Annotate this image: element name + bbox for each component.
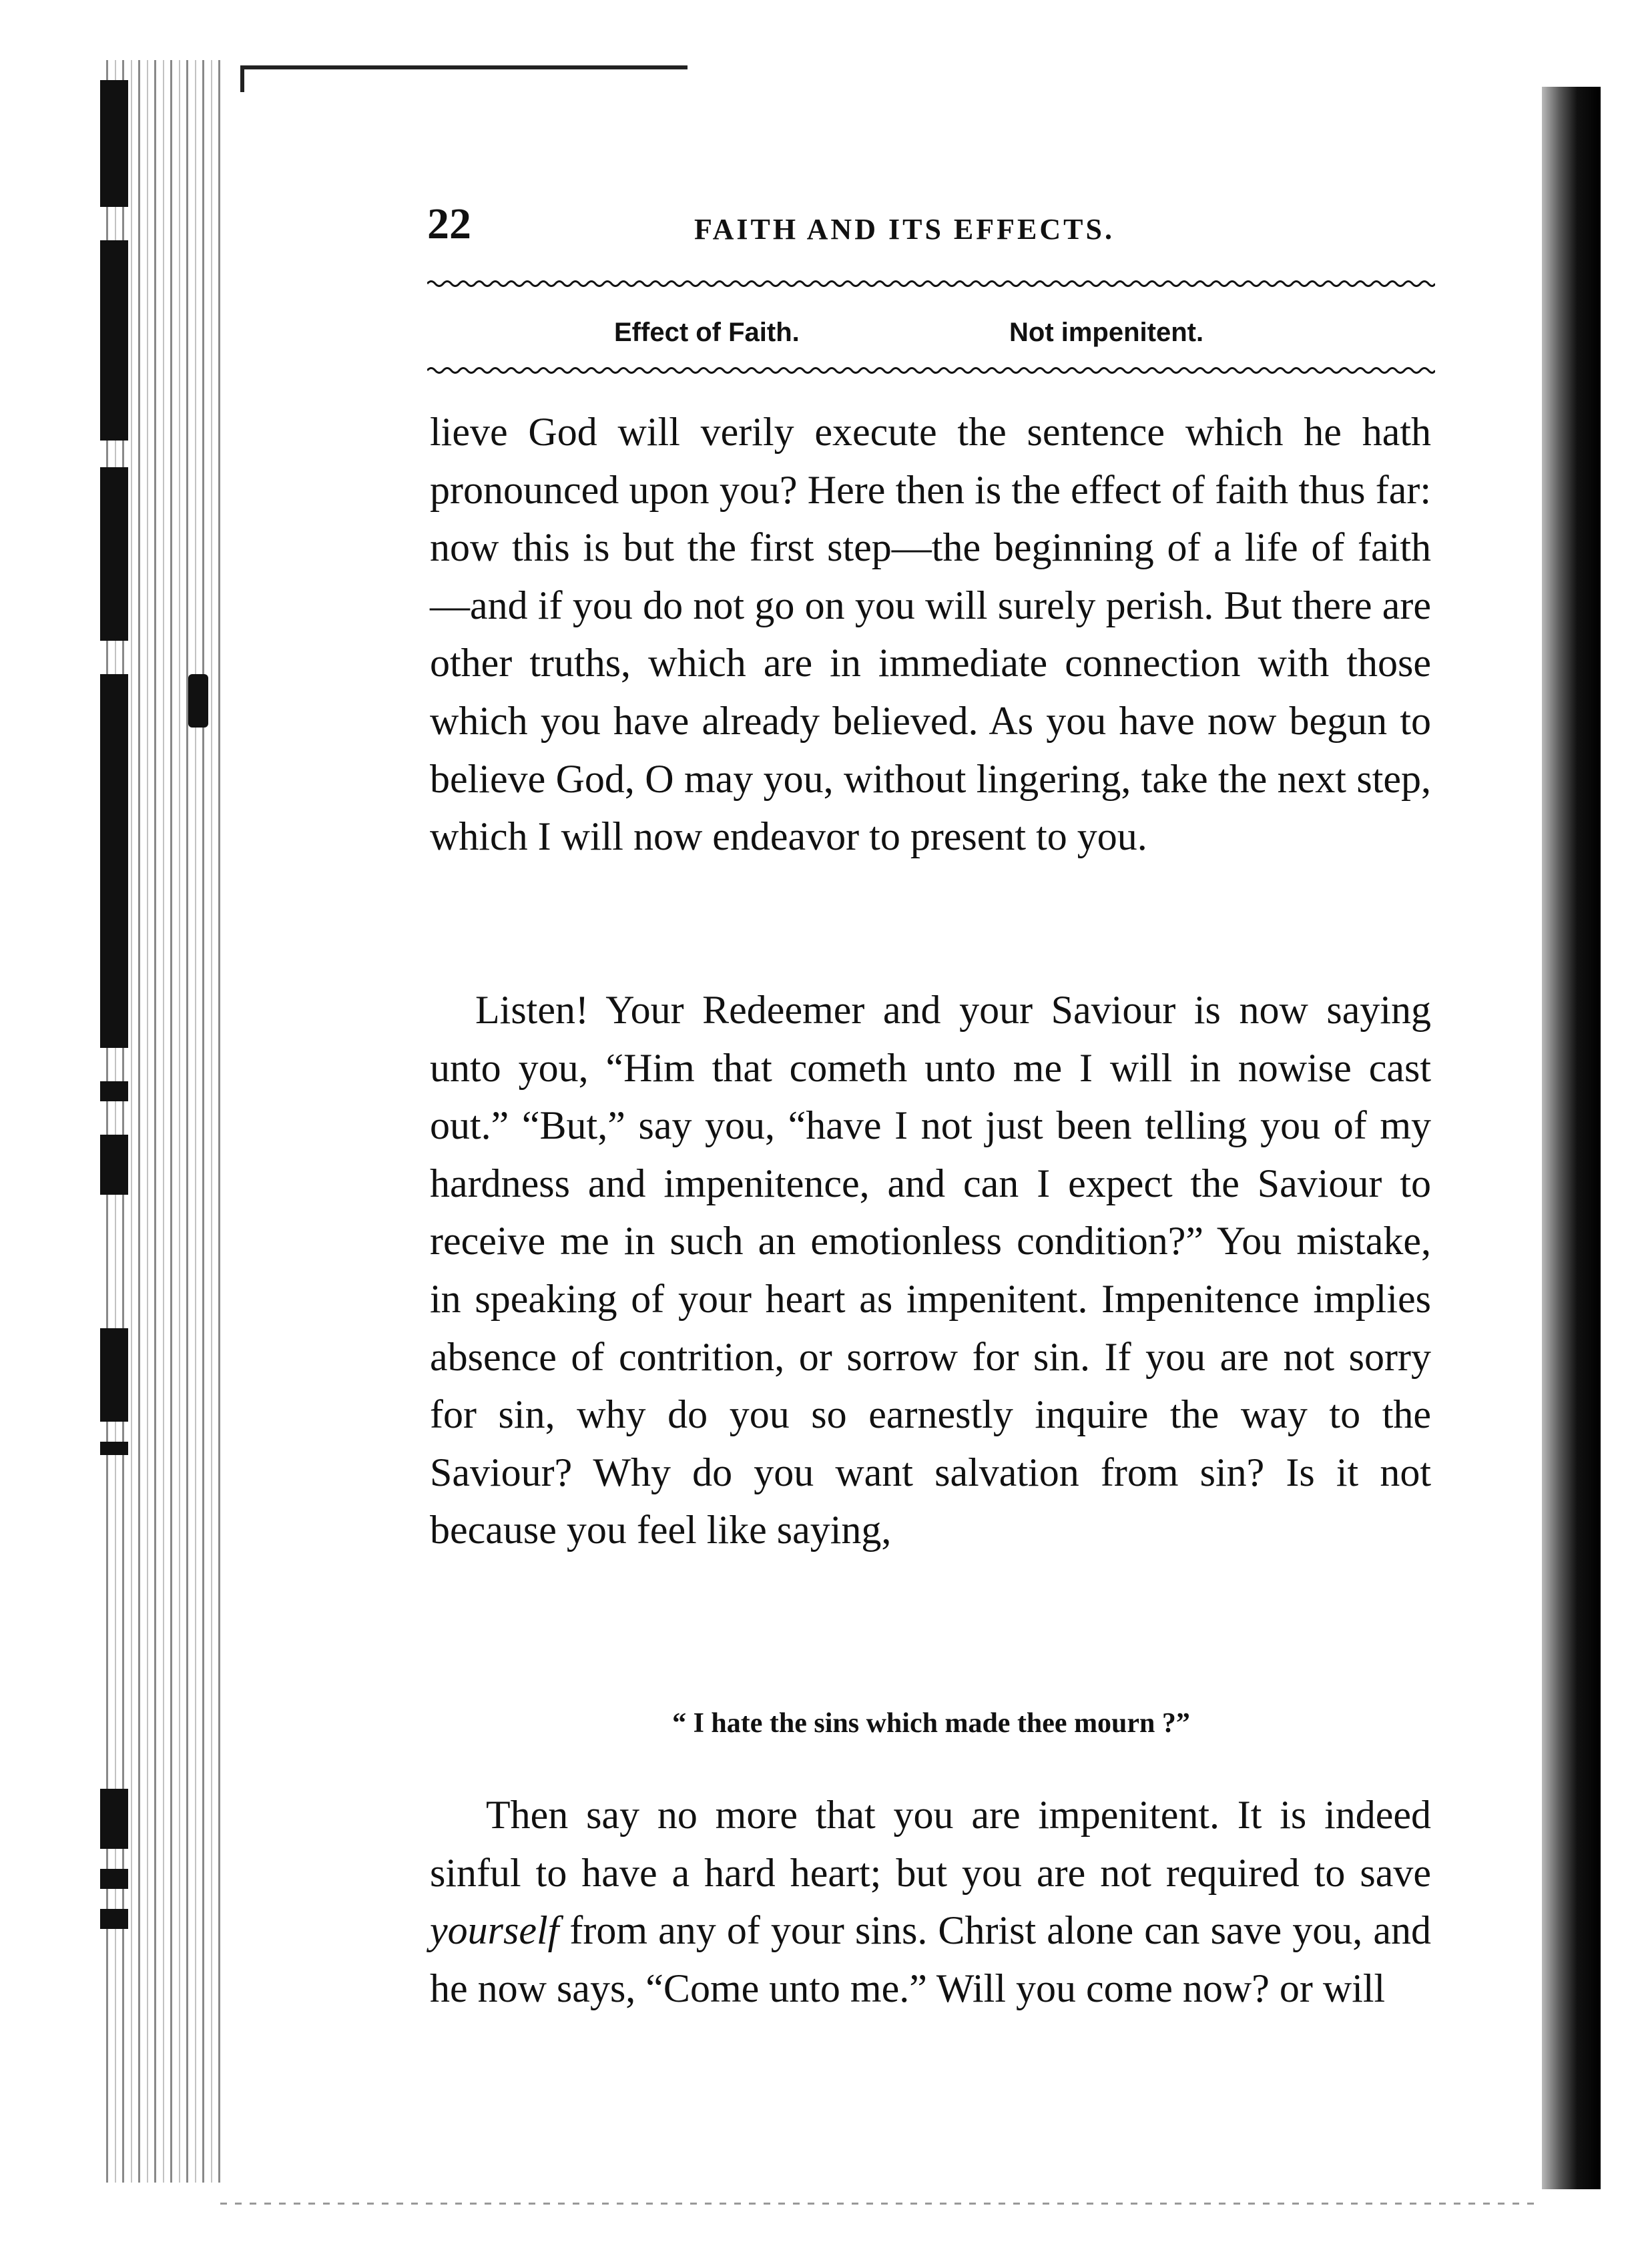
paragraph-listen: Listen! Your Redeemer and your Saviour is now saying unto you, “Him that cometh unto me I will in nowise cast out.” “But,” say you, “have I not just been telling you of my hardness and impenitence, and can I expect the Saviour to receive me in such an emotionless condition?” You mistake, in speaking of your heart as impenitent. Impenitence implies absence of contrition, or sorrow for sin. If you are not sorry for sin, why do you so earnestly inquire the way to the Saviour? Why do you want salvation from sin? Is it not because you feel like saying, (430, 988, 1431, 1552)
wavy-rule-bottom (427, 366, 1435, 375)
binding-gutter-mark (100, 240, 128, 441)
page-number: 22 (427, 200, 471, 248)
binding-gutter-mark (100, 1789, 128, 1849)
paragraph-text: from any of your sins. Christ alone can save you, and he now says, “Come unto me.” Will you come now? or will (430, 1908, 1431, 2010)
running-title: FAITH AND ITS EFFECTS. (694, 213, 1115, 246)
ink-blot (188, 674, 208, 728)
subhead-left: Effect of Faith. (614, 318, 800, 347)
binding-gutter-mark (100, 1081, 128, 1101)
hymn-quote: “ I hate the sins which made thee mourn ?” (672, 1708, 1190, 1739)
wavy-rule-top (427, 279, 1435, 288)
emphasis-yourself: yourself (430, 1908, 559, 1953)
binding-gutter-mark (100, 1909, 128, 1929)
binding-gutter-mark (100, 1328, 128, 1422)
binding-gutter-mark (100, 1869, 128, 1889)
binding-gutter-mark (100, 1135, 128, 1195)
binding-gutter-mark (100, 80, 128, 207)
page-right-edge-shadow (1542, 87, 1601, 2189)
paragraph-then-say (430, 1786, 1431, 2017)
subhead-right: Not impenitent. (1009, 318, 1204, 347)
page-top-edge (240, 65, 688, 69)
page-top-corner (240, 65, 244, 92)
binding-gutter-mark (100, 1442, 128, 1455)
page-bottom-edge (220, 2203, 1542, 2205)
binding-gutter-mark (100, 674, 128, 1048)
binding-gutter-mark (100, 467, 128, 641)
paragraph-text: Then say no more that you are impenitent. It is indeed sinful to have a hard heart; but you are not required to save (430, 1793, 1431, 1895)
paragraph-continued: lieve God will verily execute the sentence which he hath pronounced upon you? Here then is the effect of faith thus far: now this is but the first step—the beginning of a life of faith—and if you do not go on you will surely perish. But there are other truths, which are in immediate connection with those which you have already believed. As you have now begun to believe God, O may you, without lingering, take the next step, which I will now endeavor to present to you. (430, 410, 1431, 859)
